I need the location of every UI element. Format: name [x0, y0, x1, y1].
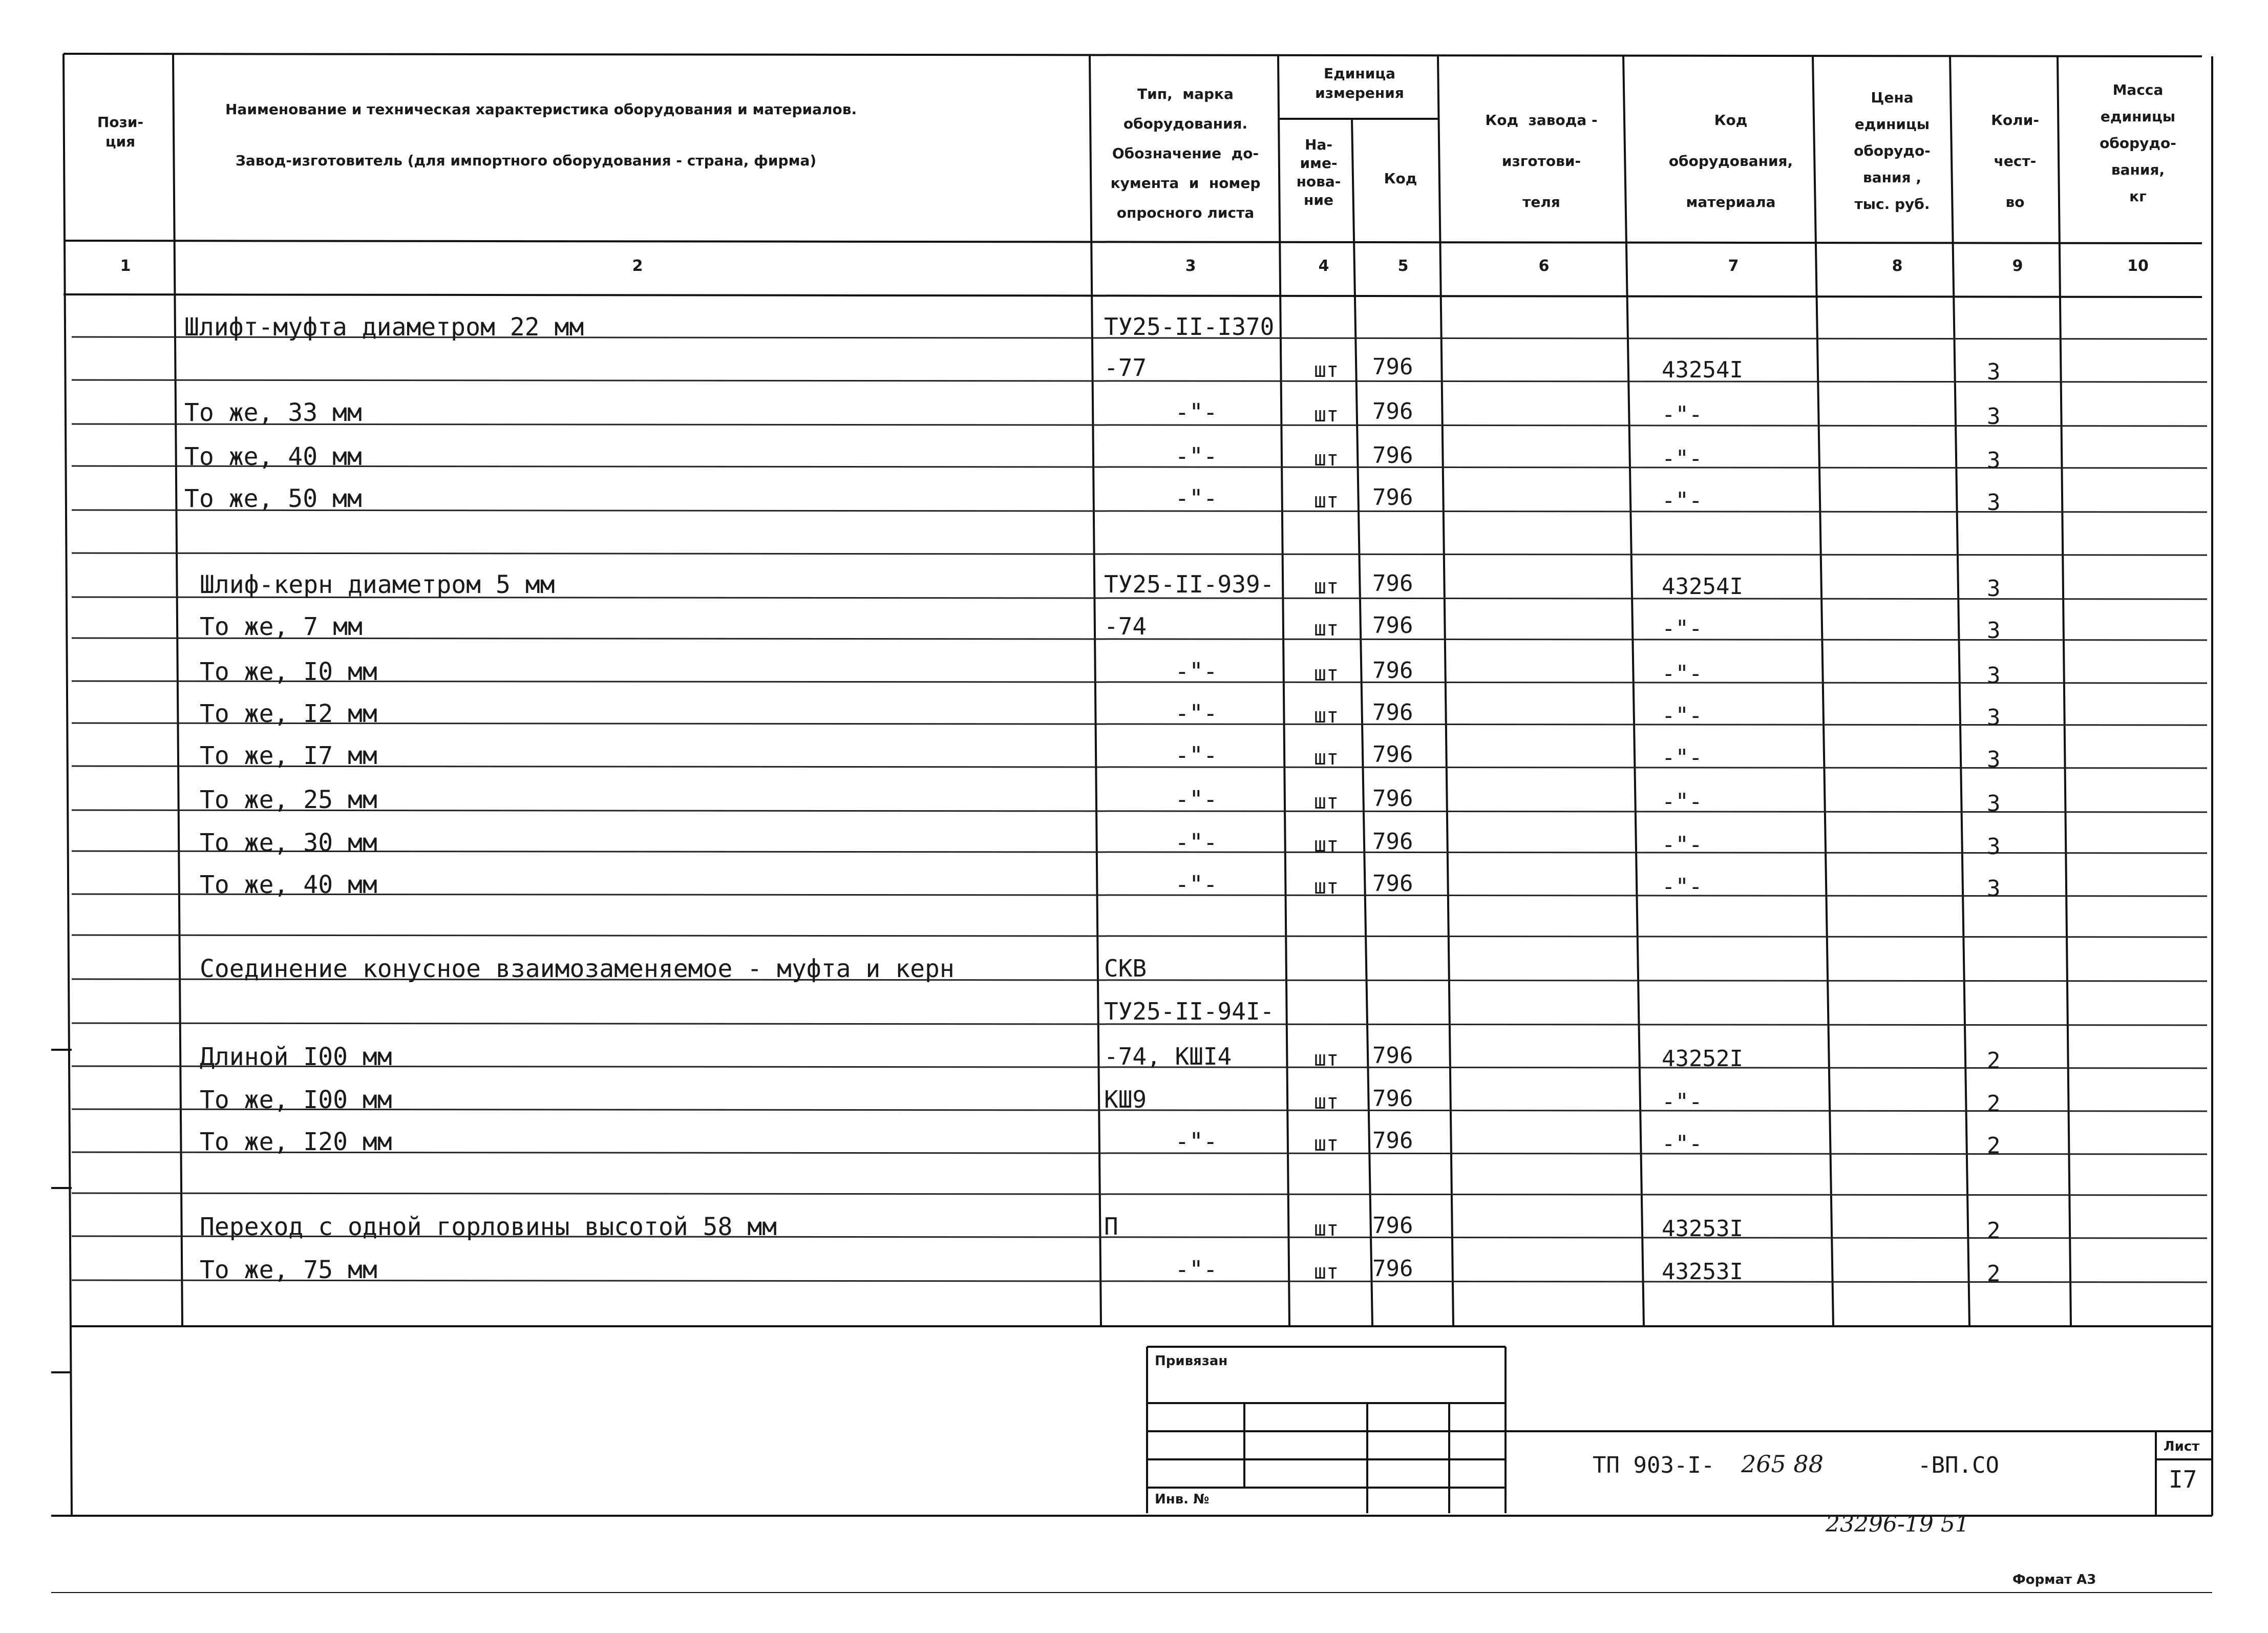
cell-unit-name: шт [1313, 704, 1339, 728]
cell-quantity: 3 [1987, 791, 2001, 817]
cell-unit-name: шт [1313, 358, 1339, 382]
header-plant-code: Код завода - изготови- теля [1485, 112, 1598, 210]
cell-unit-code: 796 [1372, 484, 1413, 511]
column-number: 5 [1397, 257, 1409, 275]
format-label: Формат А3 [2012, 1572, 2096, 1587]
cell-quantity: 3 [1987, 618, 2001, 644]
cell-quantity: 2 [1987, 1261, 2001, 1287]
cell-item-name: То же, I2 мм [200, 699, 377, 728]
cell-type-mark: -"- [1175, 829, 1218, 856]
sheet-number: I7 [2169, 1466, 2197, 1493]
cell-unit-code: 796 [1372, 741, 1413, 768]
header-unit-name: На- име- нова- ние [1296, 136, 1341, 208]
cell-quantity: 2 [1987, 1218, 2001, 1244]
cell-type-mark: -"- [1175, 871, 1218, 898]
cell-type-mark: -"- [1175, 398, 1218, 426]
cell-unit-code: 796 [1372, 829, 1413, 855]
header-equipment-code: Код оборудования, материала [1668, 112, 1793, 210]
cell-unit-code: 796 [1372, 1213, 1413, 1239]
cell-unit-code: 796 [1372, 398, 1413, 425]
cell-quantity: 3 [1987, 404, 2001, 430]
cell-unit-code: 796 [1372, 1128, 1413, 1154]
cell-material-code: -"- [1662, 1131, 1703, 1157]
header-name-line2: Завод-изготовитель (для импортного оборудования - страна, фирма) [236, 152, 817, 169]
cell-quantity: 3 [1987, 705, 2001, 731]
cell-item-name: Шлиф-керн диаметром 5 мм [200, 570, 555, 599]
header-position: Пози- ция [97, 114, 144, 150]
cell-quantity: 2 [1987, 1048, 2001, 1074]
cell-unit-name: шт [1313, 447, 1339, 471]
cell-material-code: 43253I [1662, 1216, 1743, 1242]
cell-quantity: 3 [1987, 876, 2001, 902]
cell-quantity: 3 [1987, 747, 2001, 773]
cell-type-mark: -"- [1175, 1128, 1218, 1155]
cell-type-mark: -"- [1175, 699, 1218, 727]
cell-type-mark: -"- [1175, 442, 1218, 470]
cell-unit-code: 796 [1372, 442, 1413, 469]
cell-unit-name: шт [1313, 1132, 1339, 1156]
cell-type-mark: ТУ25-II-939- [1104, 570, 1275, 598]
cell-type-mark: -"- [1175, 484, 1218, 512]
column-number: 1 [120, 257, 131, 275]
cell-type-mark: ТУ25-II-94I- [1104, 998, 1275, 1025]
cell-unit-code: 796 [1372, 570, 1413, 597]
cell-unit-name: шт [1313, 1260, 1339, 1284]
cell-type-mark: -"- [1175, 658, 1218, 685]
cell-item-name: То же, I7 мм [200, 741, 377, 770]
sheet-label: Лист [2164, 1439, 2200, 1454]
cell-quantity: 3 [1987, 448, 2001, 474]
cell-unit-name: шт [1313, 833, 1339, 857]
cell-type-mark: СКВ [1104, 955, 1147, 982]
cell-material-code: 43254I [1662, 357, 1743, 383]
cell-item-name: То же, 30 мм [200, 829, 377, 857]
cell-material-code: -"- [1662, 487, 1703, 514]
cell-item-name: То же, 50 мм [184, 484, 362, 513]
cell-item-name: Шлифт-муфта диаметром 22 мм [184, 313, 584, 342]
cell-unit-name: шт [1313, 662, 1339, 686]
document-code-suffix: -ВП.СО [1918, 1452, 1999, 1478]
header-mass: Масса единицы оборудо- вания, кг [2100, 81, 2176, 205]
cell-unit-name: шт [1313, 617, 1339, 641]
cell-quantity: 3 [1987, 359, 2001, 385]
cell-item-name: Соединение конусное взаимозаменяемое - муфта и керн [200, 955, 955, 983]
cell-unit-name: шт [1313, 875, 1339, 899]
cell-item-name: То же, 7 мм [200, 612, 363, 641]
cell-item-name: То же, I0 мм [200, 658, 377, 686]
cell-material-code: 43254I [1662, 574, 1743, 600]
column-number: 2 [632, 257, 643, 275]
cell-unit-name: шт [1313, 403, 1339, 427]
cell-item-name: То же, 40 мм [200, 871, 377, 899]
cell-item-name: То же, I20 мм [200, 1128, 392, 1156]
cell-material-code: -"- [1662, 1089, 1703, 1115]
cell-type-mark: -74, КШI4 [1104, 1043, 1232, 1070]
cell-material-code: -"- [1662, 703, 1703, 729]
cell-unit-code: 796 [1372, 699, 1413, 726]
cell-unit-name: шт [1313, 1090, 1339, 1114]
cell-type-mark: -"- [1175, 741, 1218, 769]
column-number: 8 [1892, 257, 1903, 275]
column-number: 3 [1185, 257, 1196, 275]
cell-item-name: Переход с одной горловины высотой 58 мм [200, 1213, 777, 1241]
header-name-line1: Наименование и техническая характеристика оборудования и материалов. [225, 101, 857, 118]
cell-unit-code: 796 [1372, 1256, 1413, 1282]
cell-quantity: 3 [1987, 834, 2001, 860]
cell-unit-name: шт [1313, 575, 1339, 599]
cell-material-code: -"- [1662, 661, 1703, 687]
cell-type-mark: -"- [1175, 786, 1218, 813]
cell-quantity: 3 [1987, 576, 2001, 602]
column-number: 10 [2127, 257, 2149, 275]
cell-unit-code: 796 [1372, 871, 1413, 897]
cell-item-name: То же, 75 мм [200, 1256, 377, 1284]
cell-material-code: -"- [1662, 446, 1703, 472]
cell-quantity: 2 [1987, 1133, 2001, 1159]
column-number: 9 [2012, 257, 2023, 275]
cell-material-code: -"- [1662, 832, 1703, 858]
cell-item-name: Длиной I00 мм [200, 1043, 392, 1071]
cell-type-mark: -77 [1104, 354, 1147, 381]
header-unit-code: Код [1384, 170, 1417, 187]
cell-unit-code: 796 [1372, 1043, 1413, 1069]
column-number: 6 [1538, 257, 1550, 275]
cell-item-name: То же, 40 мм [184, 442, 362, 471]
cell-quantity: 3 [1987, 490, 2001, 516]
cell-unit-code: 796 [1372, 354, 1413, 380]
cell-unit-name: шт [1313, 1047, 1339, 1071]
cell-material-code: -"- [1662, 789, 1703, 815]
document-code-handwritten: 265 88 [1741, 1450, 1824, 1478]
cell-unit-name: шт [1313, 489, 1339, 513]
inventory-number-label: Инв. № [1155, 1492, 1210, 1507]
cell-unit-name: шт [1313, 1217, 1339, 1241]
cell-unit-name: шт [1313, 746, 1339, 770]
cell-unit-code: 796 [1372, 1086, 1413, 1112]
cell-unit-code: 796 [1372, 612, 1413, 639]
cell-unit-code: 796 [1372, 658, 1413, 684]
document-code-prefix: ТП 903-I- [1593, 1452, 1715, 1478]
cell-type-mark: П [1104, 1213, 1118, 1240]
column-number: 7 [1728, 257, 1739, 275]
stamp-number: 23296-19 51 [1826, 1511, 1969, 1537]
header-price: Цена единицы оборудо- вания , тыс. руб. [1854, 89, 1931, 213]
cell-type-mark: -74 [1104, 612, 1147, 640]
cell-material-code: 43253I [1662, 1259, 1743, 1285]
cell-material-code: -"- [1662, 401, 1703, 428]
header-unit-group: Единица измерения [1315, 65, 1404, 101]
cell-material-code: -"- [1662, 745, 1703, 771]
cell-item-name: То же, I00 мм [200, 1086, 392, 1114]
cell-unit-name: шт [1313, 790, 1339, 814]
cell-type-mark: КШ9 [1104, 1086, 1147, 1113]
cell-material-code: -"- [1662, 616, 1703, 642]
cell-type-mark: -"- [1175, 1256, 1218, 1283]
privyazan-label: Привязан [1155, 1353, 1228, 1369]
cell-item-name: То же, 25 мм [200, 786, 377, 814]
column-number: 4 [1318, 257, 1329, 275]
cell-unit-code: 796 [1372, 786, 1413, 812]
header-type-mark: Тип, марка оборудования. Обозначение до- кумента и номер опросного листа [1110, 86, 1261, 221]
cell-material-code: -"- [1662, 874, 1703, 900]
cell-quantity: 2 [1987, 1091, 2001, 1117]
header-quantity: Коли- чест- во [1991, 112, 2039, 210]
cell-quantity: 3 [1987, 663, 2001, 689]
cell-item-name: То же, 33 мм [184, 398, 362, 427]
cell-material-code: 43252I [1662, 1046, 1743, 1072]
cell-type-mark: ТУ25-II-I370 [1104, 313, 1275, 341]
